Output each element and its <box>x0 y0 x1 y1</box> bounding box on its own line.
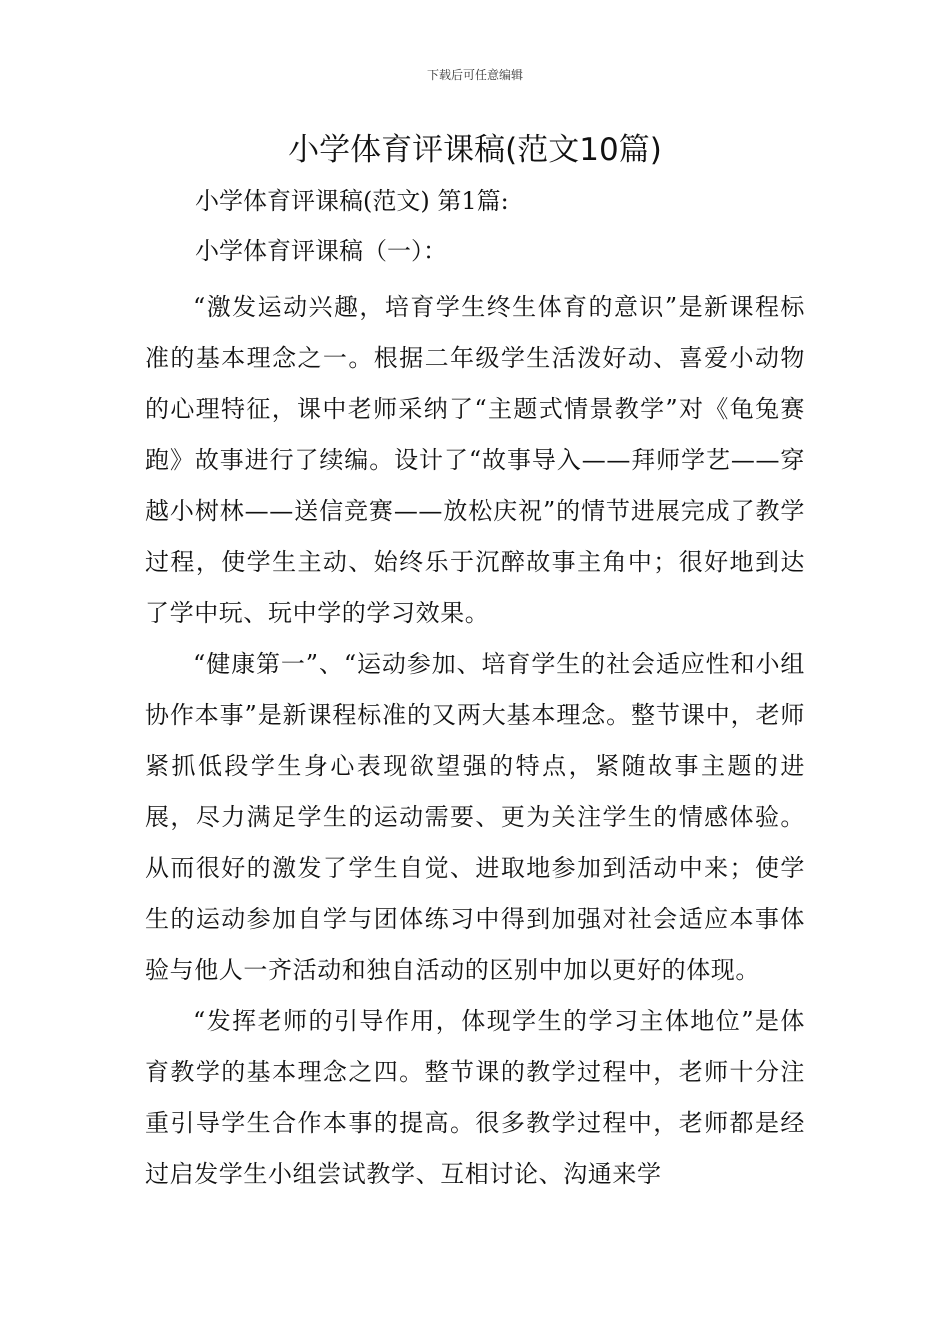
paragraph-1: “激发运动兴趣，培育学生终生体育的意识”是新课程标准的基本理念之一。根据二年级学生活泼好动、喜爱小动物的心理特征，课中老师采纳了“主题式情景教学”对《龟兔赛跑》故事进行了续编。设计了“故事导入——拜师学艺——穿越小树林——送信竞赛——放松庆祝”的情节进展完成了教学过程，使学生主动、始终乐于沉醉故事主角中；很好地到达了学中玩、玩中学的学习效果。 <box>145 293 805 627</box>
document-title: 小学体育评课稿(范文10篇) <box>288 132 662 168</box>
paragraph-2: “健康第一”、“运动参加、培育学生的社会适应性和小组协作本事”是新课程标准的又两大基本理念。整节课中，老师紧抓低段学生身心表现欲望强的特点，紧随故事主题的进展，尽力满足学生的运动需要、更为关注学生的情感体验。从而很好的激发了学生自觉、进取地参加到活动中来；使学生的运动参加自学与团体练习中得到加强对社会适应本事体验与他人一齐活动和独自活动的区别中加以更好的体现。 <box>145 650 805 984</box>
body-text <box>145 282 805 1200</box>
section-subheading-1: 小学体育评课稿(范文) 第1篇: <box>195 187 509 215</box>
header-note: 下载后可任意编辑 <box>426 68 523 82</box>
section-subheading-2: 小学体育评课稿（一）： <box>195 237 447 265</box>
paragraph-3: “发挥老师的引导作用，体现学生的学习主体地位”是体育教学的基本理念之四。整节课的教学过程中，老师十分注重引导学生合作本事的提高。很多教学过程中，老师都是经过启发学生小组尝试教学、互相讨论、沟通来学 <box>145 1007 805 1188</box>
